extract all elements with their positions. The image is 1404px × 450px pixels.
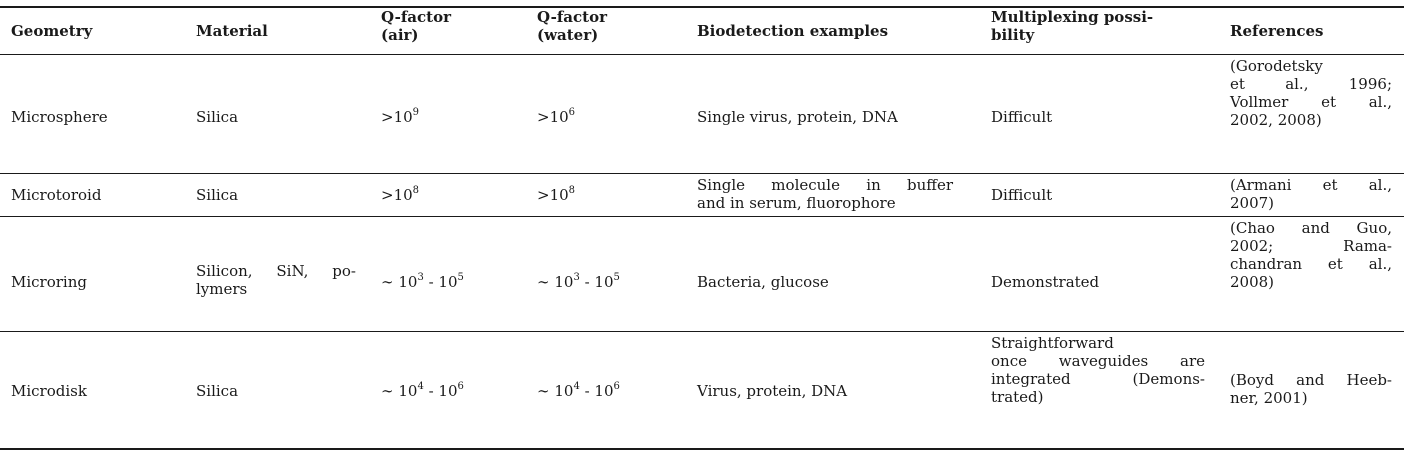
- header-material: Material: [196, 22, 268, 40]
- cell-biodetection: Single virus, protein, DNA: [697, 108, 898, 126]
- header-q-air: [381, 8, 451, 44]
- q-range-start: ∼ 10: [537, 382, 574, 400]
- table-bottom-rule: [0, 448, 1404, 450]
- q-range-sep: - 10: [579, 273, 614, 291]
- cell-geometry: Microtoroid: [11, 186, 102, 204]
- header-rule: [0, 54, 1404, 55]
- header-multiplexing-line2: bility: [991, 26, 1035, 44]
- q-air-base: >10: [381, 108, 413, 126]
- cell-geometry: Microsphere: [11, 108, 108, 126]
- cell-biodetection: [697, 176, 953, 212]
- cell-material: Silica: [196, 186, 239, 204]
- cell-multiplexing: Difficult: [991, 108, 1053, 126]
- q-air-exp: 9: [412, 107, 420, 118]
- header-biodetection: Biodetection examples: [697, 22, 889, 40]
- cell-references: [1230, 176, 1392, 212]
- q-water-base: >10: [537, 186, 569, 204]
- cell-q-air: [381, 382, 464, 400]
- ref-line: (Gorodetsky: [1230, 57, 1323, 75]
- q-range-end-exp: 5: [457, 272, 464, 283]
- header-q-water-line2: (water): [537, 26, 599, 44]
- cell-q-water: [537, 382, 620, 400]
- ref-line: 2008): [1230, 273, 1275, 291]
- cell-references: [1230, 57, 1392, 129]
- q-range-start-exp: 3: [573, 272, 580, 283]
- ref-line: chandran et al.,: [1230, 255, 1392, 273]
- biodetection-line: Single molecule in buffer: [697, 176, 953, 194]
- cell-geometry: Microdisk: [11, 382, 87, 400]
- multiplexing-line: once waveguides are: [991, 352, 1205, 370]
- q-range-start-exp: 4: [573, 381, 580, 392]
- cell-multiplexing: Difficult: [991, 186, 1053, 204]
- cell-q-air: [381, 186, 419, 204]
- header-multiplexing: [991, 8, 1153, 44]
- header-multiplexing-line1: Multiplexing possi-: [991, 8, 1154, 26]
- cell-biodetection: Virus, protein, DNA: [697, 382, 848, 400]
- q-water-base: >10: [537, 108, 569, 126]
- q-range-sep: - 10: [423, 382, 458, 400]
- q-range-start: ∼ 10: [537, 273, 574, 291]
- q-air-base: >10: [381, 186, 413, 204]
- header-q-water-line1: Q-factor: [537, 8, 607, 26]
- q-range-start: ∼ 10: [381, 273, 418, 291]
- ref-line: 2007): [1230, 194, 1275, 212]
- cell-references: [1230, 371, 1392, 407]
- q-range-sep: - 10: [423, 273, 458, 291]
- cell-biodetection: Bacteria, glucose: [697, 273, 829, 291]
- ref-line: ner, 2001): [1230, 389, 1308, 407]
- row-divider: [0, 216, 1404, 217]
- ref-line: (Boyd and Heeb-: [1230, 371, 1392, 389]
- row-divider: [0, 173, 1404, 174]
- material-line: lymers: [196, 280, 248, 298]
- header-references: References: [1230, 22, 1324, 40]
- cell-multiplexing: [991, 334, 1205, 406]
- header-q-water: [537, 8, 607, 44]
- multiplexing-line: Straightforward: [991, 334, 1114, 352]
- ref-line: 2002, 2008): [1230, 111, 1322, 129]
- cell-material: Silica: [196, 108, 239, 126]
- cell-references: [1230, 219, 1392, 291]
- cell-q-water: [537, 273, 620, 291]
- cell-geometry: Microring: [11, 273, 87, 291]
- q-range-start: ∼ 10: [381, 382, 418, 400]
- cell-material: Silica: [196, 382, 239, 400]
- q-water-exp: 8: [568, 185, 576, 196]
- ref-line: Vollmer et al.,: [1230, 93, 1392, 111]
- multiplexing-line: trated): [991, 388, 1044, 406]
- q-range-end-exp: 5: [613, 272, 620, 283]
- header-geometry: Geometry: [11, 22, 93, 40]
- header-q-air-line2: (air): [381, 26, 419, 44]
- cell-multiplexing: Demonstrated: [991, 273, 1100, 291]
- ref-line: et al., 1996;: [1230, 75, 1392, 93]
- header-q-air-line1: Q-factor: [381, 8, 451, 26]
- ref-line: (Armani et al.,: [1230, 176, 1392, 194]
- cell-q-air: [381, 273, 464, 291]
- q-range-start-exp: 4: [417, 381, 424, 392]
- ref-line: 2002; Rama-: [1230, 237, 1392, 255]
- q-air-exp: 8: [412, 185, 420, 196]
- ref-line: (Chao and Guo,: [1230, 219, 1392, 237]
- cell-material: [196, 262, 356, 298]
- cell-q-air: [381, 108, 419, 126]
- table-top-rule: [0, 6, 1404, 8]
- biodetection-line: and in serum, fluorophore: [697, 194, 896, 212]
- q-water-exp: 6: [568, 107, 576, 118]
- cell-q-water: [537, 108, 575, 126]
- row-divider: [0, 331, 1404, 332]
- q-range-start-exp: 3: [417, 272, 424, 283]
- cell-q-water: [537, 186, 575, 204]
- q-range-end-exp: 6: [457, 381, 464, 392]
- material-line: Silicon, SiN, po-: [196, 262, 356, 280]
- q-range-end-exp: 6: [613, 381, 620, 392]
- multiplexing-line: integrated (Demons-: [991, 370, 1205, 388]
- q-range-sep: - 10: [579, 382, 614, 400]
